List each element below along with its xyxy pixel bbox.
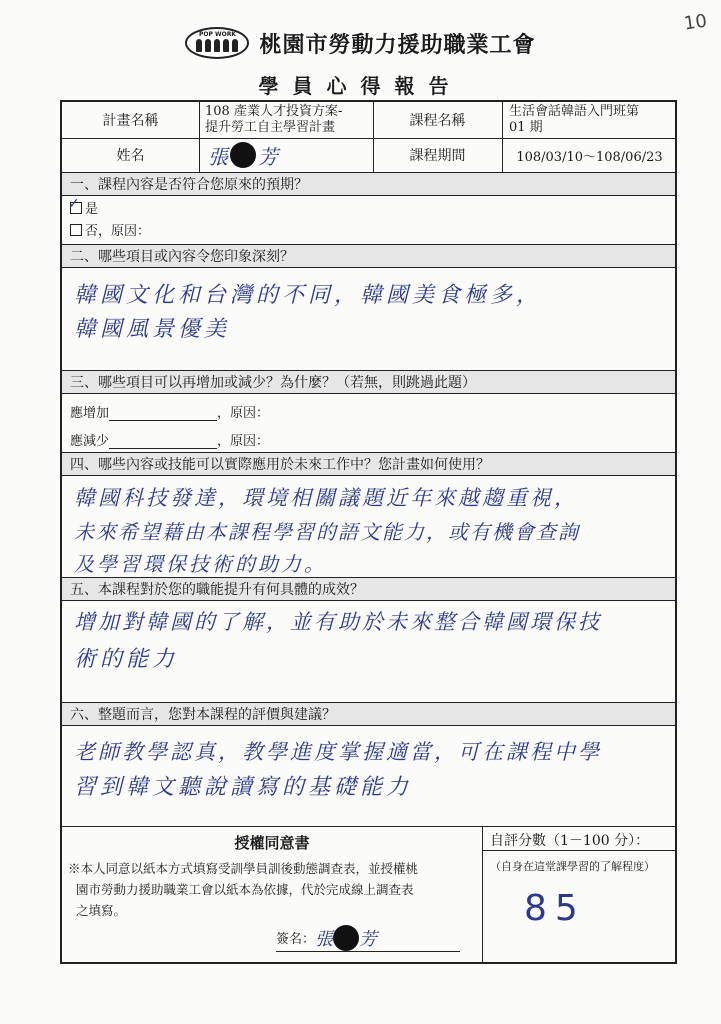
course-value-line1: 生活會話韓語入門班第 bbox=[509, 104, 640, 119]
s1-no-label: 否，原因： bbox=[85, 224, 151, 239]
signature-left: 張 bbox=[315, 928, 334, 950]
s4-answer-line1: 韓國科技發達，環境相關議題近年來越趨重視， bbox=[74, 486, 578, 510]
score-value[interactable]: 85 bbox=[524, 888, 586, 929]
section-6-heading: 六、整題而言，您對本課程的評價與建議？ bbox=[62, 702, 675, 726]
form-frame bbox=[60, 100, 677, 964]
s1-no-checkbox-icon[interactable] bbox=[70, 224, 82, 236]
s2-answer-line1: 韓國文化和台灣的不同，韓國美食極多， bbox=[74, 283, 543, 308]
s3-add-blank[interactable] bbox=[109, 406, 217, 421]
logo-text: POP WORK bbox=[198, 31, 236, 38]
s3-add-label: 應增加 bbox=[70, 406, 110, 421]
consent-text-line3: 之填寫。 bbox=[76, 903, 127, 918]
consent-text-line2: 園市勞動力援助職業工會以紙本為依據，代於完成線上調查表 bbox=[76, 882, 414, 897]
s4-answer-line2: 未來希望藉由本課程學習的語文能力，或有機會查詢 bbox=[74, 520, 580, 544]
s1-yes-option[interactable] bbox=[70, 198, 98, 217]
period-label: 課程期間 bbox=[409, 148, 466, 164]
s4-answer-line3: 及學習環保技術的助力。 bbox=[74, 552, 327, 576]
name-redaction-mark bbox=[230, 142, 256, 168]
s6-answer-line2: 習到韓文聽說讀寫的基礎能力 bbox=[74, 775, 413, 800]
s5-answer-line2: 術的能力 bbox=[74, 647, 179, 672]
union-name: 桃園市勞動力援助職業工會 bbox=[259, 31, 536, 58]
name-label: 姓名 bbox=[116, 148, 145, 164]
s2-answer-line2: 韓國風景優美 bbox=[74, 317, 231, 342]
signature-row bbox=[276, 924, 460, 952]
s3-reduce-blank[interactable] bbox=[109, 434, 217, 449]
score-title: 自評分數（1－100 分）： bbox=[490, 833, 650, 849]
s1-yes-label: 是 bbox=[85, 202, 99, 217]
consent-text-line1: ※本人同意以紙本方式填寫受訓學員訓後動態調查表，並授權桃 bbox=[68, 861, 419, 876]
s3-reduce-row bbox=[70, 430, 269, 449]
course-value-line2: 01 期 bbox=[509, 120, 543, 135]
plan-value-line1: 108 產業人才投資方案- bbox=[205, 104, 343, 119]
plan-label: 計畫名稱 bbox=[102, 113, 159, 129]
name-value bbox=[208, 140, 278, 170]
signature-right: 芳 bbox=[359, 928, 378, 950]
section-2-heading: 二、哪些項目或內容令您印象深刻？ bbox=[62, 244, 675, 268]
page-header bbox=[0, 26, 721, 60]
name-value-right: 芳 bbox=[258, 144, 278, 169]
s1-yes-checkbox-icon[interactable]: ✓ bbox=[70, 202, 82, 214]
section-4-heading: 四、哪些內容或技能可以實際應用於未來工作中？您計畫如何使用？ bbox=[62, 452, 675, 476]
score-note: （自身在這堂課學習的了解程度） bbox=[490, 860, 655, 873]
s3-add-row bbox=[70, 402, 269, 421]
page-number: 10 bbox=[682, 10, 709, 35]
signature-redaction-mark bbox=[333, 925, 359, 951]
form-title: 學員心得報告 bbox=[258, 74, 463, 98]
union-logo bbox=[185, 27, 249, 59]
consent-text bbox=[68, 858, 478, 921]
s1-no-option[interactable] bbox=[70, 220, 150, 239]
s5-answer-line1: 增加對韓國的了解，並有助於未來整合韓國環保技 bbox=[74, 610, 602, 634]
logo-figures-icon bbox=[196, 39, 238, 52]
s3-add-reason-label: ，原因： bbox=[217, 406, 270, 421]
course-value bbox=[509, 104, 675, 136]
consent-title: 授權同意書 bbox=[234, 834, 310, 852]
name-value-left: 張 bbox=[208, 144, 228, 169]
section-1-heading: 一、課程內容是否符合您原來的預期？ bbox=[62, 172, 675, 196]
course-label: 課程名稱 bbox=[409, 113, 466, 129]
section-5-heading: 五、本課程對於您的職能提升有何具體的成效？ bbox=[62, 577, 675, 601]
period-value: 108/03/10～108/06/23 bbox=[516, 149, 663, 165]
section-3-heading: 三、哪些項目可以再增加或減少？為什麼？（若無，則跳過此題） bbox=[62, 370, 675, 394]
s3-reduce-reason-label: ，原因： bbox=[217, 434, 270, 449]
signature-label: 簽名： bbox=[276, 932, 316, 947]
s6-answer-line1: 老師教學認真，教學進度掌握適當，可在課程中學 bbox=[74, 740, 602, 764]
plan-value bbox=[205, 104, 371, 136]
s3-reduce-label: 應減少 bbox=[70, 434, 110, 449]
plan-value-line2: 提升勞工自主學習計畫 bbox=[205, 120, 336, 135]
